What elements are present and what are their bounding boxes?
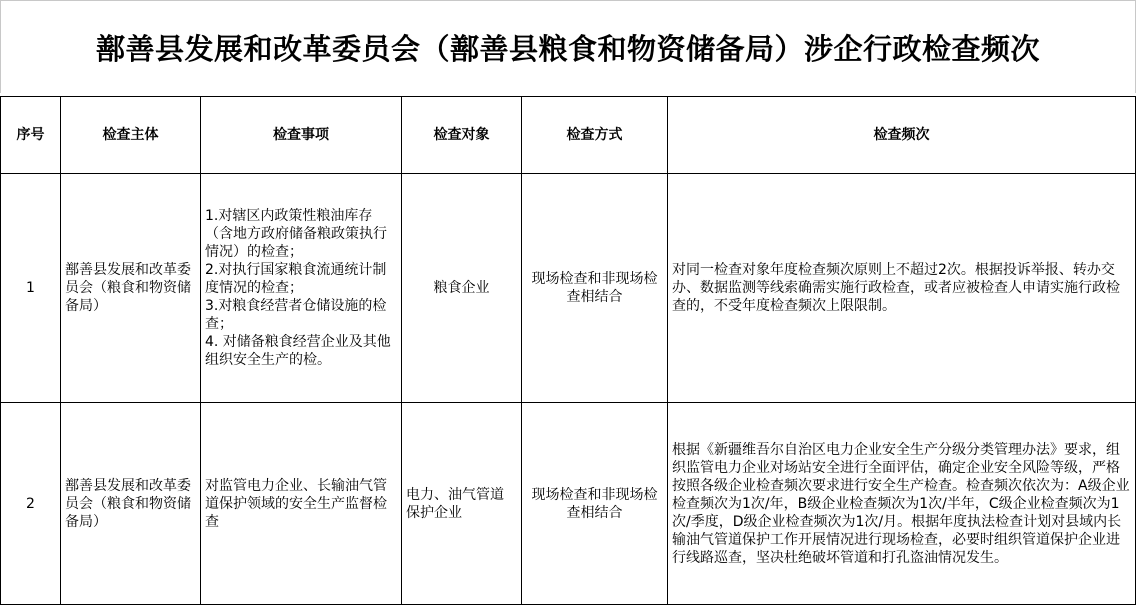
table-header-row [1,97,1136,174]
inspection-table [0,96,1136,605]
header-frequency: 检查频次 [668,97,1136,174]
item-line: 2.对执行国家粮食流通统计制度情况的检查； [205,262,387,296]
row-items [201,174,402,403]
title-bar [0,0,1136,93]
row-seq: 2 [1,403,61,605]
table-row [1,403,1136,605]
row-target: 电力、油气管道保护企业 [402,403,522,605]
header-target: 检查对象 [402,97,522,174]
row-method: 现场检查和非现场检查相结合 [522,174,668,403]
row-method: 现场检查和非现场检查相结合 [522,403,668,605]
table-row [1,174,1136,403]
row-frequency: 根据《新疆维吾尔自治区电力企业安全生产分级分类管理办法》要求，组织监管电力企业对场站安全进行全面评估，确定企业安全风险等级，严格按照各级企业检查频次要求进行安全生产检查。检查频次依次为：A级企业检查频次为1次/年，B级企业检查频次为1次/半年，C级企业检查频次为1次/季度，D级企业检查频次为1次/月。根据年度执法检查计划对县域内长输油气管道保护工作开展情况进行现场检查，必要时组织管道保护企业进行线路巡查，坚决杜绝破坏管道和打孔盗油情况发生。 [668,403,1136,605]
header-subject: 检查主体 [61,97,201,174]
header-items: 检查事项 [201,97,402,174]
item-line: 3.对粮食经营者仓储设施的检查； [205,298,387,332]
row-frequency: 对同一检查对象年度检查频次原则上不超过2次。根据投诉举报、转办交办、数据监测等线索确需实施行政检查，或者应被检查人申请实施行政检查的，不受年度检查频次上限限制。 [668,174,1136,403]
row-seq: 1 [1,174,61,403]
item-line: 4. 对储备粮食经营企业及其他组织安全生产的检。 [205,334,391,368]
row-subject: 鄯善县发展和改革委员会（粮食和物资储备局） [61,174,201,403]
row-target: 粮食企业 [402,174,522,403]
document-title: 鄯善县发展和改革委员会（鄯善县粮食和物资储备局）涉企行政检查频次 [95,31,1040,66]
row-items: 对监管电力企业、长输油气管道保护领域的安全生产监督检查 [201,403,402,605]
header-method: 检查方式 [522,97,668,174]
header-seq: 序号 [1,97,61,174]
item-line: 1.对辖区内政策性粮油库存（含地方政府储备粮政策执行情况）的检查； [205,208,387,260]
row-subject: 鄯善县发展和改革委员会（粮食和物资储备局） [61,403,201,605]
